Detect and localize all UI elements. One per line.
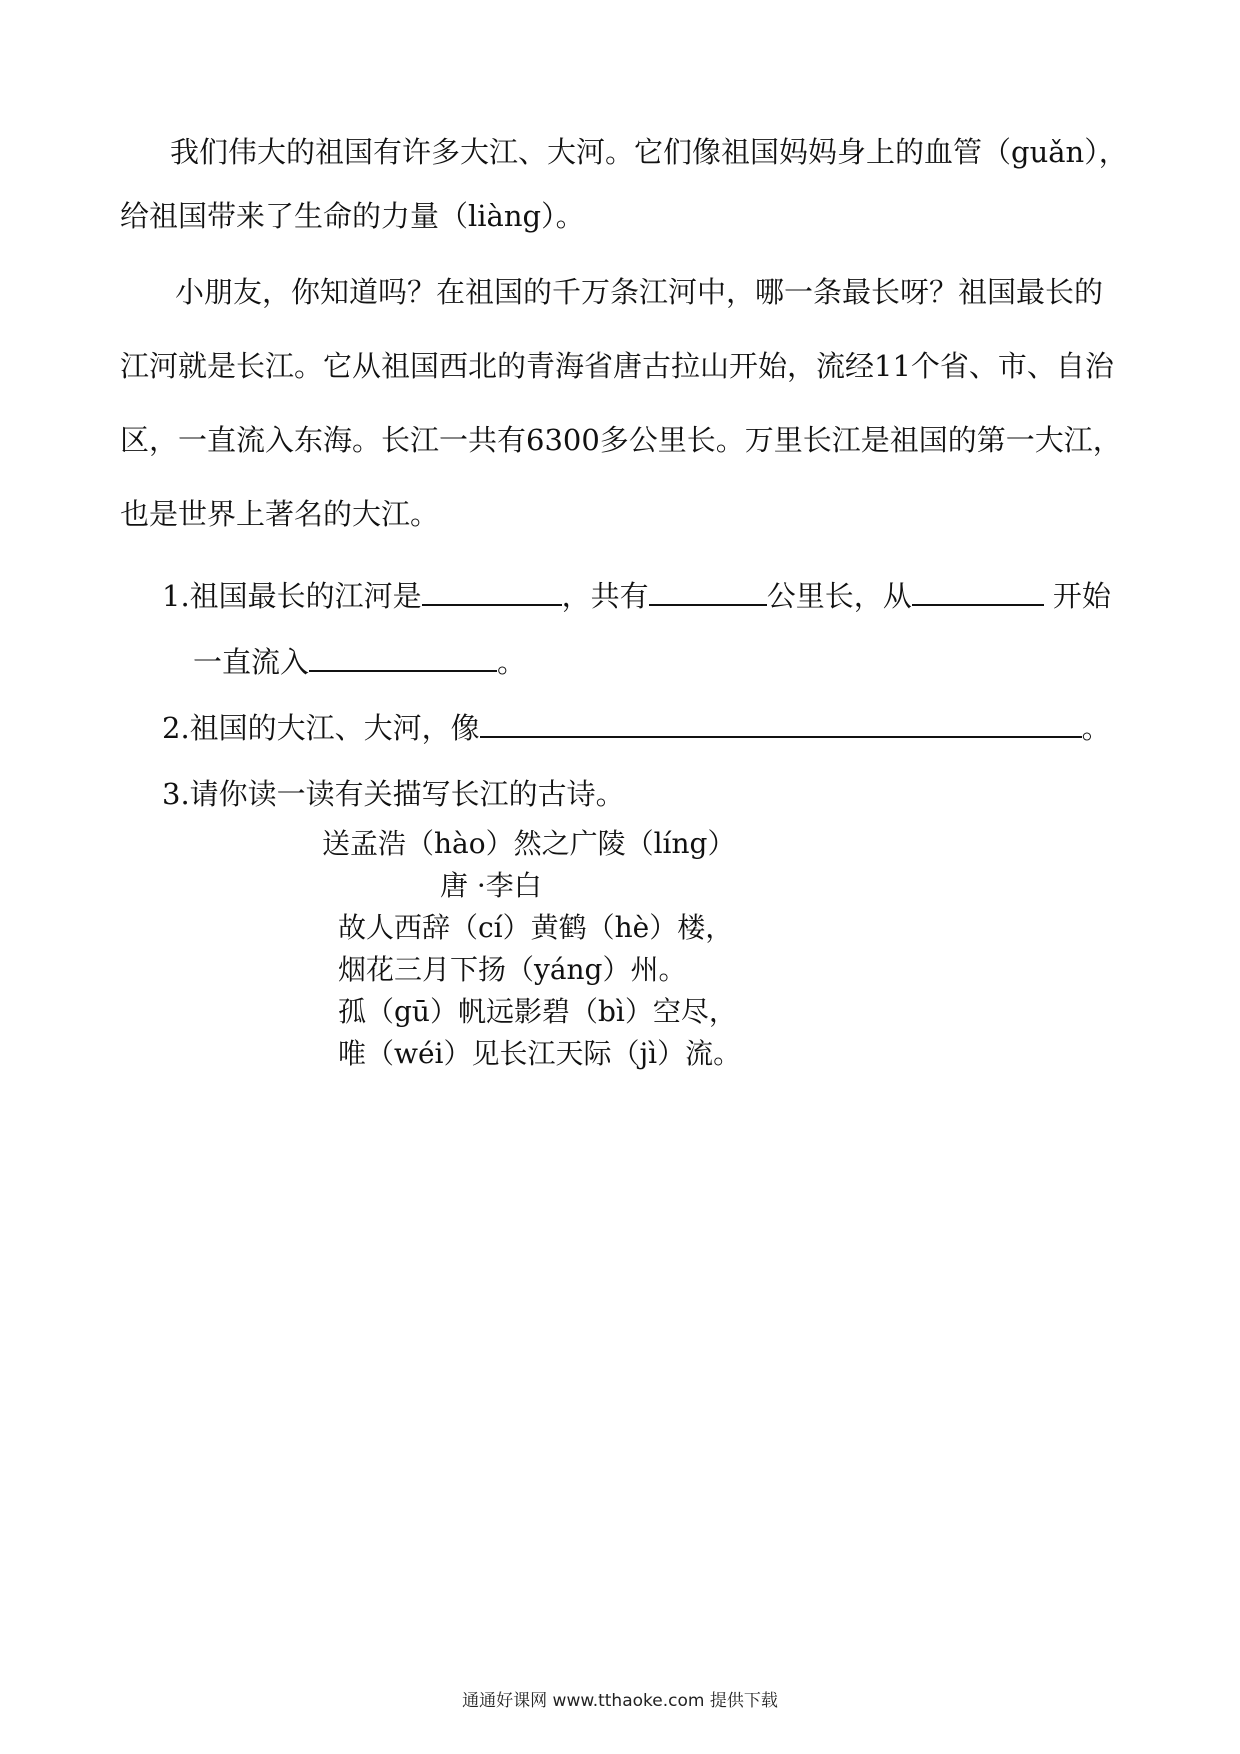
- poem-author: 唐 ·李白: [440, 869, 542, 902]
- passage-paragraph2-line3: 区，一直流入东海。长江一共有6300多公里长。万里长江是祖国的第一大江，: [120, 423, 1122, 457]
- question-1-text-d: 开始: [1043, 579, 1111, 613]
- question-2-text: 2.祖国的大江、大河，像: [162, 711, 480, 745]
- poem-line-3: 孤（gū）帆远影碧（bì）空尽，: [338, 995, 737, 1028]
- passage-paragraph1-line1: 我们伟大的祖国有许多大江、大河。它们像祖国妈妈身上的血管（guǎn），: [170, 135, 1128, 169]
- question-1-text-b: ，共有: [561, 579, 649, 613]
- passage-paragraph1-line2: 给祖国带来了生命的力量（liàng）。: [120, 199, 585, 233]
- poem-line-1: 故人西辞（cí）黄鹤（hè）楼，: [338, 911, 734, 944]
- answer-blank-origin[interactable]: [912, 576, 1044, 606]
- poem-title: 送孟浩（hào）然之广陵（líng）: [322, 827, 736, 860]
- question-1-text-c: 公里长，从: [766, 579, 912, 613]
- question-1-line1: [162, 576, 1111, 616]
- question-1-text-a: 1.祖国最长的江河是: [162, 579, 422, 613]
- passage-paragraph2-line2: 江河就是长江。它从祖国西北的青海省唐古拉山开始，流经11个省、市、自治: [120, 349, 1114, 383]
- question-3: 3.请你读一读有关描写长江的古诗。: [162, 777, 625, 811]
- question-2: [162, 708, 1111, 748]
- answer-blank-simile[interactable]: [480, 708, 1082, 738]
- question-1-line2: [193, 642, 526, 682]
- question-1-text-e: 一直流入: [193, 645, 310, 679]
- passage-paragraph2-line1: 小朋友，你知道吗？在祖国的千万条江河中，哪一条最长呀？祖国最长的: [175, 275, 1104, 309]
- question-1-text-f: 。: [497, 645, 527, 679]
- answer-blank-length[interactable]: [649, 576, 767, 606]
- answer-blank-river-name[interactable]: [422, 576, 562, 606]
- question-2-end: 。: [1081, 711, 1111, 745]
- poem-line-2: 烟花三月下扬（yáng）州。: [338, 953, 687, 986]
- footer-source-text: 通通好课网 www.tthaoke.com 提供下载: [462, 1691, 778, 1711]
- answer-blank-destination[interactable]: [309, 642, 497, 672]
- passage-paragraph2-line4: 也是世界上著名的大江。: [120, 497, 440, 531]
- poem-line-4: 唯（wéi）见长江天际（jì）流。: [338, 1037, 742, 1070]
